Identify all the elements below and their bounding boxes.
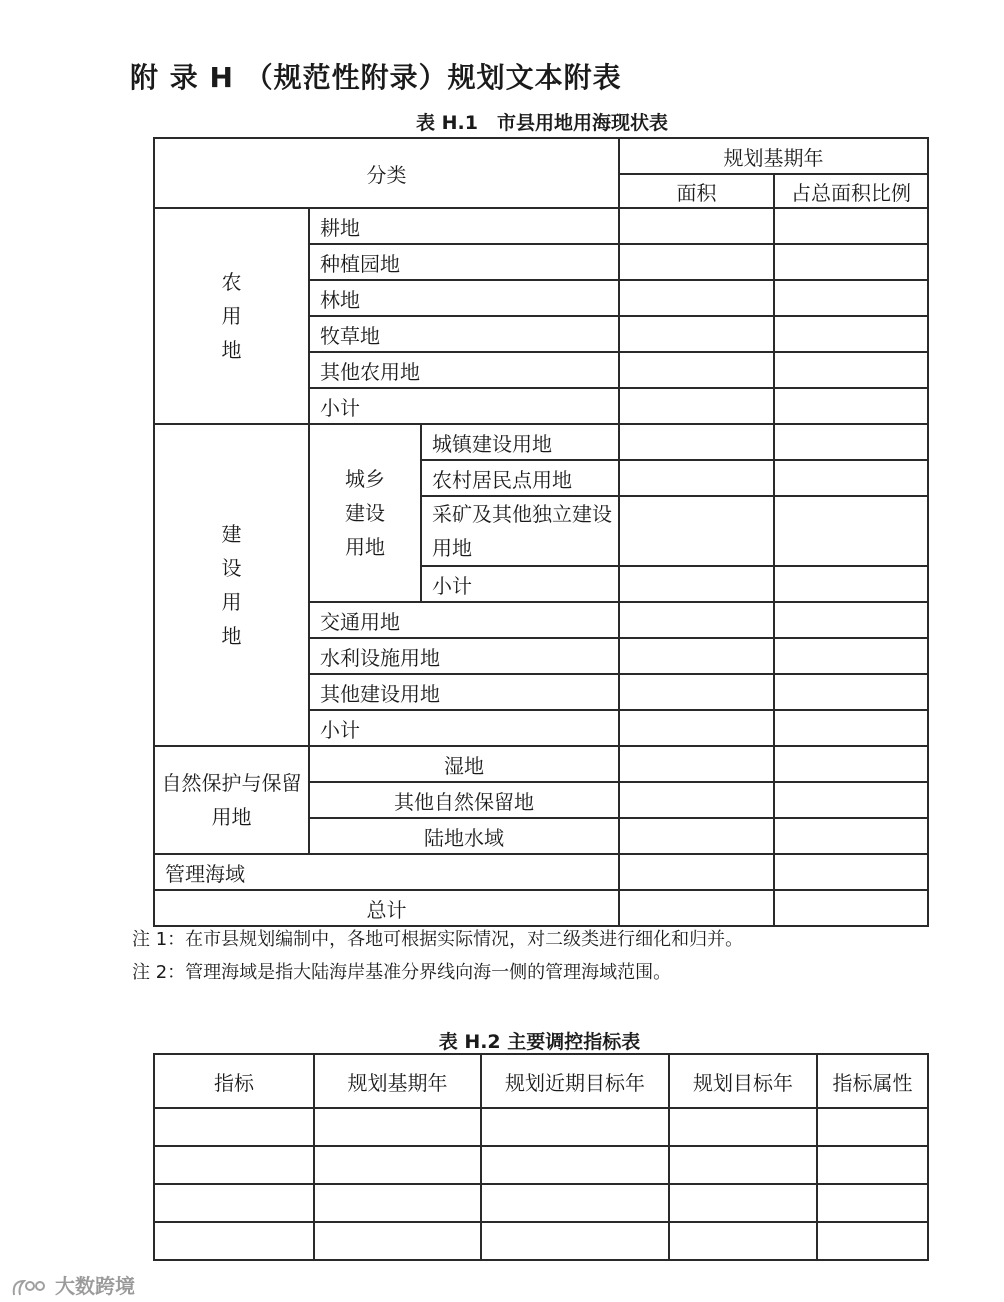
row-label: 种植园地 [309, 244, 619, 280]
row-label: 交通用地 [309, 602, 619, 638]
area-cell[interactable] [619, 602, 774, 638]
area-cell[interactable] [619, 818, 774, 854]
note-1: 注 1：在市县规划编制中，各地可根据实际情况，对二级类进行细化和归并。 [132, 929, 744, 950]
ratio-cell[interactable] [774, 746, 928, 782]
row-label: 小计 [309, 710, 619, 746]
area-cell[interactable] [619, 244, 774, 280]
ratio-cell[interactable] [774, 782, 928, 818]
table-cell[interactable] [817, 1184, 928, 1222]
area-cell[interactable] [619, 674, 774, 710]
row-label-sea: 管理海域 [154, 854, 619, 890]
row-label: 城镇建设用地 [421, 424, 619, 460]
area-cell[interactable] [619, 424, 774, 460]
ratio-cell[interactable] [774, 638, 928, 674]
row-label: 其他自然保留地 [309, 782, 619, 818]
table-cell[interactable] [154, 1146, 314, 1184]
area-cell[interactable] [619, 890, 774, 926]
table-cell[interactable] [314, 1108, 481, 1146]
note-2: 注 2：管理海域是指大陆海岸基准分界线向海一侧的管理海域范围。 [132, 962, 672, 983]
table-cell[interactable] [314, 1146, 481, 1184]
table-cell[interactable] [481, 1108, 669, 1146]
row-label: 林地 [309, 280, 619, 316]
row-label: 耕地 [309, 208, 619, 244]
table-row [154, 1146, 928, 1184]
table-cell[interactable] [817, 1108, 928, 1146]
row-label: 小计 [421, 566, 619, 602]
area-cell[interactable] [619, 782, 774, 818]
ratio-cell[interactable] [774, 280, 928, 316]
header-base-year: 规划基期年 [619, 138, 928, 174]
area-cell[interactable] [619, 280, 774, 316]
area-cell[interactable] [619, 208, 774, 244]
header-category: 分类 [154, 138, 619, 208]
row-label: 农村居民点用地 [421, 460, 619, 496]
ratio-cell[interactable] [774, 316, 928, 352]
nature-group-label: 自然保护与保留用地 [154, 746, 309, 854]
header-ratio: 占总面积比例 [774, 174, 928, 208]
ratio-cell[interactable] [774, 602, 928, 638]
table-cell[interactable] [314, 1222, 481, 1260]
table-cell[interactable] [481, 1222, 669, 1260]
ratio-cell[interactable] [774, 352, 928, 388]
row-label-total: 总计 [154, 890, 619, 926]
area-cell[interactable] [619, 638, 774, 674]
ratio-cell[interactable] [774, 890, 928, 926]
row-label: 陆地水域 [309, 818, 619, 854]
row-label: 采矿及其他独立建设用地 [421, 496, 619, 566]
area-cell[interactable] [619, 566, 774, 602]
table-cell[interactable] [481, 1146, 669, 1184]
area-cell[interactable] [619, 710, 774, 746]
ratio-cell[interactable] [774, 388, 928, 424]
table2-control-indicators [153, 1053, 929, 1261]
table-cell[interactable] [669, 1108, 817, 1146]
ratio-cell[interactable] [774, 208, 928, 244]
agri-group-label: 农 用 地 [154, 208, 309, 424]
area-cell[interactable] [619, 746, 774, 782]
ratio-cell[interactable] [774, 566, 928, 602]
urban-rural-group-label: 城乡 建设 用地 [309, 424, 421, 602]
header-target-year: 规划目标年 [669, 1054, 817, 1108]
table-cell[interactable] [817, 1222, 928, 1260]
watermark-logo-icon [10, 1277, 48, 1299]
area-cell[interactable] [619, 496, 774, 566]
row-label: 其他农用地 [309, 352, 619, 388]
ratio-cell[interactable] [774, 710, 928, 746]
table1-caption: 表 H.1 市县用地用海现状表 [416, 112, 668, 134]
table2-caption: 表 H.2 主要调控指标表 [438, 1031, 641, 1053]
table-row [154, 1222, 928, 1260]
table-cell[interactable] [669, 1222, 817, 1260]
construction-group-label: 建 设 用 地 [154, 424, 309, 746]
header-base-year: 规划基期年 [314, 1054, 481, 1108]
table-row [154, 1108, 928, 1146]
area-cell[interactable] [619, 854, 774, 890]
ratio-cell[interactable] [774, 424, 928, 460]
ratio-cell[interactable] [774, 460, 928, 496]
ratio-cell[interactable] [774, 818, 928, 854]
ratio-cell[interactable] [774, 244, 928, 280]
area-cell[interactable] [619, 388, 774, 424]
ratio-cell[interactable] [774, 496, 928, 566]
header-area: 面积 [619, 174, 774, 208]
table-cell[interactable] [817, 1146, 928, 1184]
header-indicator-attribute: 指标属性 [817, 1054, 928, 1108]
ratio-cell[interactable] [774, 674, 928, 710]
table-cell[interactable] [154, 1222, 314, 1260]
area-cell[interactable] [619, 352, 774, 388]
row-label: 湿地 [309, 746, 619, 782]
area-cell[interactable] [619, 460, 774, 496]
header-indicator: 指标 [154, 1054, 314, 1108]
table1-land-sea-status [153, 137, 929, 927]
table-row [154, 1184, 928, 1222]
table-cell[interactable] [154, 1184, 314, 1222]
table-cell[interactable] [669, 1184, 817, 1222]
appendix-title: 附 录 H （规范性附录）规划文本附表 [130, 61, 622, 94]
watermark-text: 大数跨境 [54, 1274, 135, 1298]
header-near-target-year: 规划近期目标年 [481, 1054, 669, 1108]
ratio-cell[interactable] [774, 854, 928, 890]
area-cell[interactable] [619, 316, 774, 352]
table-cell[interactable] [314, 1184, 481, 1222]
row-label: 小计 [309, 388, 619, 424]
row-label: 水利设施用地 [309, 638, 619, 674]
table-cell[interactable] [481, 1184, 669, 1222]
watermark [10, 1270, 135, 1299]
table-cell[interactable] [669, 1146, 817, 1184]
table-cell[interactable] [154, 1108, 314, 1146]
row-label: 牧草地 [309, 316, 619, 352]
row-label: 其他建设用地 [309, 674, 619, 710]
